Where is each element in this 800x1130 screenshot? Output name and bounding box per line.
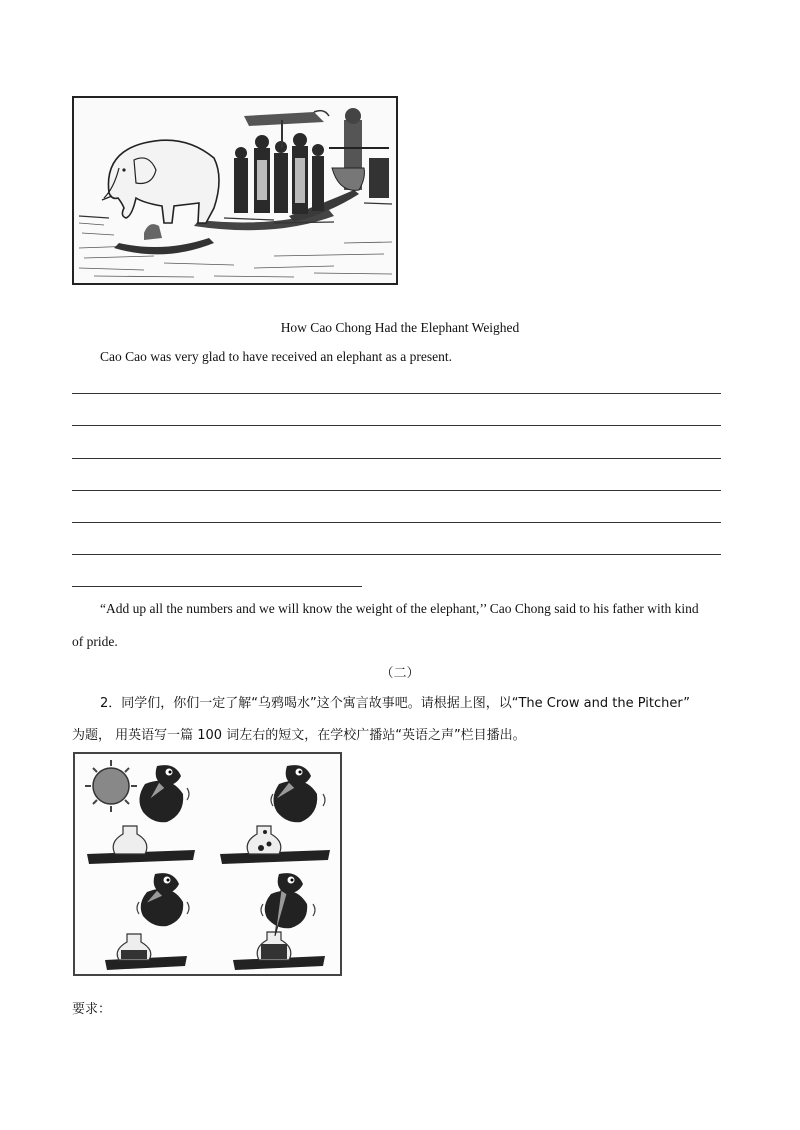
story-closing-line: “Add up all the numbers and we will know the weight of the elephant,’’ Cao Chong said to his father with kind [100,601,699,616]
crow-pitcher-icon [75,754,340,974]
writing-line-short[interactable] [72,586,362,587]
elephant-illustration [72,96,398,285]
writing-line[interactable] [72,393,721,394]
writing-line[interactable] [72,554,721,555]
writing-line[interactable] [72,522,721,523]
task2-instruction-line2: 为题， 用英语写一篇 100 词左右的短文，在学校广播站“英语之声”栏目播出。 [72,728,526,743]
crow-pitcher-comic [73,752,342,976]
story-closing-line-continued: of pride. [72,634,118,649]
writing-line[interactable] [72,425,721,426]
task2-instruction-line1: 2．同学们，你们一定了解“乌鸦喝水”这个寓言故事吧。请根据上图，以“The Crow and the Pitcher” [100,696,690,711]
section-heading: （二） [380,666,420,681]
writing-line[interactable] [72,490,721,491]
sun-icon [85,760,137,812]
story-title: How Cao Chong Had the Elephant Weighed [280,320,520,335]
writing-line[interactable] [72,458,721,459]
story-opening-sentence: Cao Cao was very glad to have received an elephant as a present. [100,349,452,364]
elephant-scene-icon [74,98,396,283]
requirements-label: 要求： [72,1002,112,1017]
